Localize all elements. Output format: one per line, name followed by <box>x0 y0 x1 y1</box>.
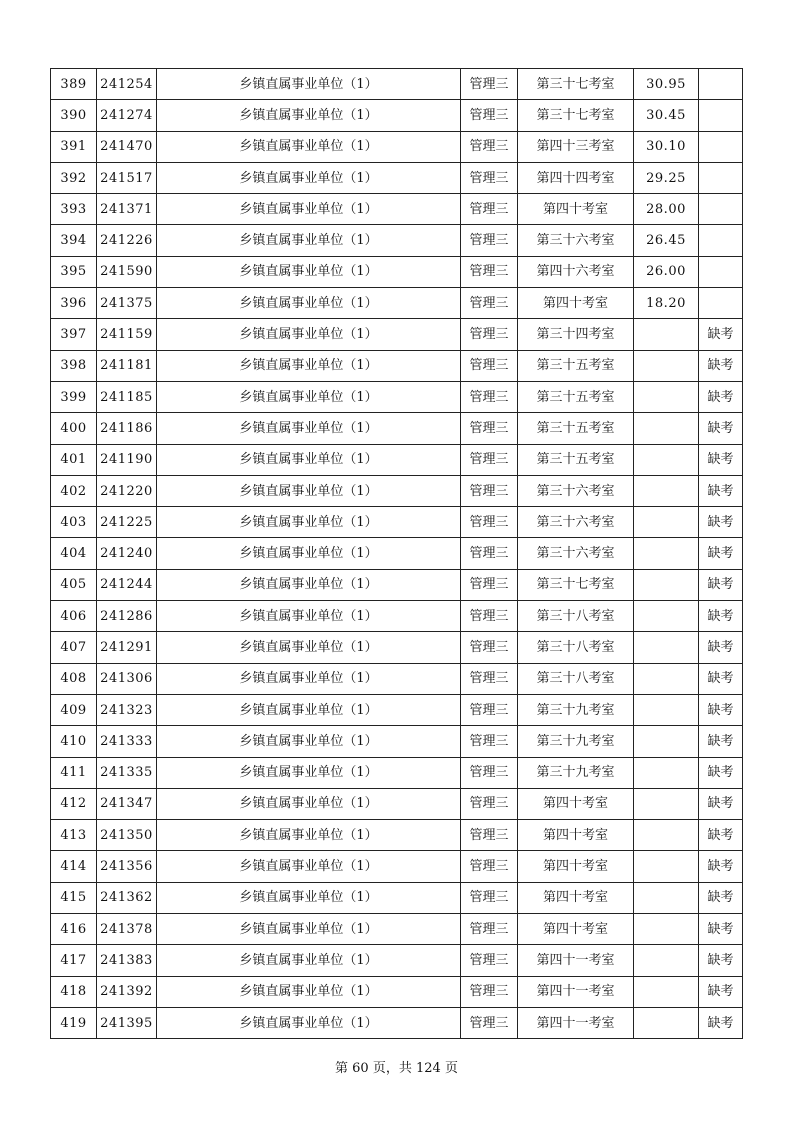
seq-cell: 394 <box>51 225 97 256</box>
seq-cell: 396 <box>51 288 97 319</box>
position-cell: 管理三 <box>461 475 518 506</box>
score-cell <box>634 945 699 976</box>
position-cell: 管理三 <box>461 1007 518 1038</box>
exam-room-cell: 第三十四考室 <box>518 319 634 350</box>
candidate-id-cell: 241240 <box>97 538 157 569</box>
table-row <box>51 100 743 131</box>
table-row <box>51 569 743 600</box>
position-cell: 管理三 <box>461 726 518 757</box>
position-cell: 管理三 <box>461 131 518 162</box>
table-row <box>51 976 743 1007</box>
remark-cell: 缺考 <box>699 976 743 1007</box>
table-row <box>51 726 743 757</box>
unit-cell: 乡镇直属事业单位（1） <box>157 100 461 131</box>
footer-suffix: 页 <box>444 1061 458 1076</box>
remark-cell: 缺考 <box>699 413 743 444</box>
exam-room-cell: 第四十考室 <box>518 882 634 913</box>
remark-cell <box>699 225 743 256</box>
score-cell <box>634 381 699 412</box>
candidate-id-cell: 241244 <box>97 569 157 600</box>
exam-room-cell: 第三十六考室 <box>518 225 634 256</box>
score-cell: 30.95 <box>634 69 699 100</box>
score-cell <box>634 601 699 632</box>
table-row <box>51 788 743 819</box>
exam-room-cell: 第四十考室 <box>518 851 634 882</box>
candidate-id-cell: 241590 <box>97 256 157 287</box>
seq-cell: 418 <box>51 976 97 1007</box>
seq-cell: 397 <box>51 319 97 350</box>
position-cell: 管理三 <box>461 69 518 100</box>
remark-cell: 缺考 <box>699 444 743 475</box>
score-cell <box>634 882 699 913</box>
candidate-id-cell: 241470 <box>97 131 157 162</box>
seq-cell: 398 <box>51 350 97 381</box>
remark-cell: 缺考 <box>699 350 743 381</box>
remark-cell <box>699 162 743 193</box>
position-cell: 管理三 <box>461 569 518 600</box>
unit-cell: 乡镇直属事业单位（1） <box>157 507 461 538</box>
candidate-id-cell: 241378 <box>97 914 157 945</box>
exam-room-cell: 第四十一考室 <box>518 976 634 1007</box>
score-cell <box>634 444 699 475</box>
unit-cell: 乡镇直属事业单位（1） <box>157 757 461 788</box>
table-row <box>51 69 743 100</box>
seq-cell: 401 <box>51 444 97 475</box>
candidate-id-cell: 241392 <box>97 976 157 1007</box>
table-row <box>51 945 743 976</box>
candidate-id-cell: 241395 <box>97 1007 157 1038</box>
exam-room-cell: 第三十八考室 <box>518 663 634 694</box>
seq-cell: 414 <box>51 851 97 882</box>
position-cell: 管理三 <box>461 851 518 882</box>
remark-cell: 缺考 <box>699 632 743 663</box>
exam-room-cell: 第四十六考室 <box>518 256 634 287</box>
table-row <box>51 350 743 381</box>
unit-cell: 乡镇直属事业单位（1） <box>157 288 461 319</box>
exam-room-cell: 第四十考室 <box>518 914 634 945</box>
seq-cell: 405 <box>51 569 97 600</box>
exam-room-cell: 第三十六考室 <box>518 507 634 538</box>
candidate-id-cell: 241356 <box>97 851 157 882</box>
unit-cell: 乡镇直属事业单位（1） <box>157 194 461 225</box>
seq-cell: 408 <box>51 663 97 694</box>
exam-room-cell: 第三十七考室 <box>518 569 634 600</box>
table-row <box>51 663 743 694</box>
table-row <box>51 882 743 913</box>
remark-cell: 缺考 <box>699 945 743 976</box>
candidate-id-cell: 241190 <box>97 444 157 475</box>
remark-cell: 缺考 <box>699 757 743 788</box>
remark-cell <box>699 288 743 319</box>
exam-room-cell: 第三十八考室 <box>518 601 634 632</box>
exam-room-cell: 第三十六考室 <box>518 538 634 569</box>
position-cell: 管理三 <box>461 820 518 851</box>
unit-cell: 乡镇直属事业单位（1） <box>157 350 461 381</box>
table-row <box>51 757 743 788</box>
remark-cell: 缺考 <box>699 569 743 600</box>
seq-cell: 415 <box>51 882 97 913</box>
remark-cell: 缺考 <box>699 381 743 412</box>
seq-cell: 407 <box>51 632 97 663</box>
seq-cell: 410 <box>51 726 97 757</box>
table-row <box>51 319 743 350</box>
unit-cell: 乡镇直属事业单位（1） <box>157 162 461 193</box>
seq-cell: 406 <box>51 601 97 632</box>
exam-room-cell: 第三十八考室 <box>518 632 634 663</box>
seq-cell: 411 <box>51 757 97 788</box>
unit-cell: 乡镇直属事业单位（1） <box>157 632 461 663</box>
remark-cell: 缺考 <box>699 788 743 819</box>
score-cell <box>634 726 699 757</box>
exam-room-cell: 第四十一考室 <box>518 1007 634 1038</box>
exam-room-cell: 第四十考室 <box>518 788 634 819</box>
candidate-id-cell: 241286 <box>97 601 157 632</box>
score-cell: 26.45 <box>634 225 699 256</box>
score-cell <box>634 820 699 851</box>
position-cell: 管理三 <box>461 507 518 538</box>
remark-cell <box>699 100 743 131</box>
position-cell: 管理三 <box>461 663 518 694</box>
score-cell <box>634 319 699 350</box>
exam-room-cell: 第四十三考室 <box>518 131 634 162</box>
remark-cell: 缺考 <box>699 882 743 913</box>
position-cell: 管理三 <box>461 162 518 193</box>
remark-cell <box>699 131 743 162</box>
exam-room-cell: 第三十五考室 <box>518 444 634 475</box>
candidate-id-cell: 241274 <box>97 100 157 131</box>
position-cell: 管理三 <box>461 381 518 412</box>
exam-room-cell: 第四十一考室 <box>518 945 634 976</box>
seq-cell: 392 <box>51 162 97 193</box>
table-row <box>51 475 743 506</box>
seq-cell: 399 <box>51 381 97 412</box>
candidate-id-cell: 241159 <box>97 319 157 350</box>
exam-room-cell: 第四十考室 <box>518 820 634 851</box>
score-cell <box>634 475 699 506</box>
unit-cell: 乡镇直属事业单位（1） <box>157 976 461 1007</box>
remark-cell: 缺考 <box>699 1007 743 1038</box>
seq-cell: 417 <box>51 945 97 976</box>
position-cell: 管理三 <box>461 788 518 819</box>
unit-cell: 乡镇直属事业单位（1） <box>157 820 461 851</box>
candidate-id-cell: 241226 <box>97 225 157 256</box>
remark-cell <box>699 194 743 225</box>
table-row <box>51 694 743 725</box>
table-row <box>51 1007 743 1038</box>
exam-room-cell: 第三十七考室 <box>518 69 634 100</box>
candidate-id-cell: 241306 <box>97 663 157 694</box>
position-cell: 管理三 <box>461 538 518 569</box>
candidate-id-cell: 241347 <box>97 788 157 819</box>
unit-cell: 乡镇直属事业单位（1） <box>157 601 461 632</box>
candidate-id-cell: 241220 <box>97 475 157 506</box>
score-cell: 26.00 <box>634 256 699 287</box>
score-cell <box>634 694 699 725</box>
exam-room-cell: 第三十九考室 <box>518 694 634 725</box>
score-cell <box>634 350 699 381</box>
candidate-id-cell: 241383 <box>97 945 157 976</box>
remark-cell: 缺考 <box>699 726 743 757</box>
table-row <box>51 256 743 287</box>
page-footer <box>0 1057 793 1076</box>
remark-cell: 缺考 <box>699 820 743 851</box>
candidate-id-cell: 241362 <box>97 882 157 913</box>
table-row <box>51 381 743 412</box>
remark-cell: 缺考 <box>699 538 743 569</box>
score-cell <box>634 851 699 882</box>
exam-room-cell: 第四十考室 <box>518 288 634 319</box>
table-row <box>51 194 743 225</box>
candidate-id-cell: 241333 <box>97 726 157 757</box>
unit-cell: 乡镇直属事业单位（1） <box>157 851 461 882</box>
score-cell <box>634 757 699 788</box>
unit-cell: 乡镇直属事业单位（1） <box>157 475 461 506</box>
unit-cell: 乡镇直属事业单位（1） <box>157 726 461 757</box>
table-row <box>51 131 743 162</box>
candidate-id-cell: 241181 <box>97 350 157 381</box>
table-row <box>51 444 743 475</box>
position-cell: 管理三 <box>461 757 518 788</box>
score-cell: 30.45 <box>634 100 699 131</box>
unit-cell: 乡镇直属事业单位（1） <box>157 131 461 162</box>
position-cell: 管理三 <box>461 288 518 319</box>
seq-cell: 413 <box>51 820 97 851</box>
results-table-body <box>51 69 743 1039</box>
position-cell: 管理三 <box>461 632 518 663</box>
exam-room-cell: 第三十七考室 <box>518 100 634 131</box>
score-cell <box>634 507 699 538</box>
exam-room-cell: 第三十五考室 <box>518 413 634 444</box>
score-cell: 30.10 <box>634 131 699 162</box>
seq-cell: 390 <box>51 100 97 131</box>
unit-cell: 乡镇直属事业单位（1） <box>157 225 461 256</box>
score-cell: 18.20 <box>634 288 699 319</box>
position-cell: 管理三 <box>461 350 518 381</box>
seq-cell: 393 <box>51 194 97 225</box>
table-row <box>51 413 743 444</box>
position-cell: 管理三 <box>461 319 518 350</box>
remark-cell <box>699 256 743 287</box>
candidate-id-cell: 241225 <box>97 507 157 538</box>
remark-cell: 缺考 <box>699 319 743 350</box>
unit-cell: 乡镇直属事业单位（1） <box>157 788 461 819</box>
unit-cell: 乡镇直属事业单位（1） <box>157 256 461 287</box>
footer-middle: 页，共 <box>372 1061 412 1076</box>
seq-cell: 391 <box>51 131 97 162</box>
exam-room-cell: 第三十九考室 <box>518 757 634 788</box>
exam-room-cell: 第四十考室 <box>518 194 634 225</box>
position-cell: 管理三 <box>461 914 518 945</box>
unit-cell: 乡镇直属事业单位（1） <box>157 663 461 694</box>
seq-cell: 400 <box>51 413 97 444</box>
unit-cell: 乡镇直属事业单位（1） <box>157 538 461 569</box>
position-cell: 管理三 <box>461 100 518 131</box>
exam-room-cell: 第四十四考室 <box>518 162 634 193</box>
remark-cell <box>699 69 743 100</box>
remark-cell: 缺考 <box>699 851 743 882</box>
score-cell <box>634 413 699 444</box>
candidate-id-cell: 241371 <box>97 194 157 225</box>
score-cell <box>634 914 699 945</box>
seq-cell: 395 <box>51 256 97 287</box>
position-cell: 管理三 <box>461 444 518 475</box>
unit-cell: 乡镇直属事业单位（1） <box>157 1007 461 1038</box>
footer-current-page: 60 <box>352 1061 369 1076</box>
score-cell <box>634 1007 699 1038</box>
candidate-id-cell: 241186 <box>97 413 157 444</box>
table-row <box>51 288 743 319</box>
unit-cell: 乡镇直属事业单位（1） <box>157 319 461 350</box>
seq-cell: 416 <box>51 914 97 945</box>
exam-room-cell: 第三十五考室 <box>518 381 634 412</box>
table-row <box>51 914 743 945</box>
unit-cell: 乡镇直属事业单位（1） <box>157 444 461 475</box>
unit-cell: 乡镇直属事业单位（1） <box>157 914 461 945</box>
remark-cell: 缺考 <box>699 694 743 725</box>
position-cell: 管理三 <box>461 256 518 287</box>
exam-room-cell: 第三十九考室 <box>518 726 634 757</box>
footer-total-pages: 124 <box>416 1061 441 1076</box>
position-cell: 管理三 <box>461 945 518 976</box>
table-row <box>51 601 743 632</box>
seq-cell: 419 <box>51 1007 97 1038</box>
position-cell: 管理三 <box>461 976 518 1007</box>
score-cell <box>634 632 699 663</box>
position-cell: 管理三 <box>461 225 518 256</box>
table-row <box>51 225 743 256</box>
unit-cell: 乡镇直属事业单位（1） <box>157 381 461 412</box>
score-cell <box>634 976 699 1007</box>
remark-cell: 缺考 <box>699 663 743 694</box>
unit-cell: 乡镇直属事业单位（1） <box>157 569 461 600</box>
position-cell: 管理三 <box>461 601 518 632</box>
candidate-id-cell: 241291 <box>97 632 157 663</box>
table-row <box>51 507 743 538</box>
table-row <box>51 851 743 882</box>
footer-prefix: 第 <box>335 1061 349 1076</box>
seq-cell: 409 <box>51 694 97 725</box>
table-row <box>51 162 743 193</box>
seq-cell: 412 <box>51 788 97 819</box>
candidate-id-cell: 241323 <box>97 694 157 725</box>
score-cell: 29.25 <box>634 162 699 193</box>
score-cell <box>634 788 699 819</box>
table-row <box>51 538 743 569</box>
remark-cell: 缺考 <box>699 914 743 945</box>
results-table <box>50 68 743 1039</box>
candidate-id-cell: 241517 <box>97 162 157 193</box>
unit-cell: 乡镇直属事业单位（1） <box>157 413 461 444</box>
score-cell: 28.00 <box>634 194 699 225</box>
score-cell <box>634 569 699 600</box>
seq-cell: 404 <box>51 538 97 569</box>
candidate-id-cell: 241350 <box>97 820 157 851</box>
table-row <box>51 632 743 663</box>
candidate-id-cell: 241185 <box>97 381 157 412</box>
unit-cell: 乡镇直属事业单位（1） <box>157 694 461 725</box>
unit-cell: 乡镇直属事业单位（1） <box>157 69 461 100</box>
remark-cell: 缺考 <box>699 601 743 632</box>
score-cell <box>634 663 699 694</box>
candidate-id-cell: 241335 <box>97 757 157 788</box>
candidate-id-cell: 241375 <box>97 288 157 319</box>
position-cell: 管理三 <box>461 194 518 225</box>
exam-room-cell: 第三十六考室 <box>518 475 634 506</box>
unit-cell: 乡镇直属事业单位（1） <box>157 882 461 913</box>
position-cell: 管理三 <box>461 694 518 725</box>
seq-cell: 389 <box>51 69 97 100</box>
position-cell: 管理三 <box>461 882 518 913</box>
table-row <box>51 820 743 851</box>
unit-cell: 乡镇直属事业单位（1） <box>157 945 461 976</box>
score-cell <box>634 538 699 569</box>
exam-room-cell: 第三十五考室 <box>518 350 634 381</box>
seq-cell: 403 <box>51 507 97 538</box>
candidate-id-cell: 241254 <box>97 69 157 100</box>
remark-cell: 缺考 <box>699 507 743 538</box>
remark-cell: 缺考 <box>699 475 743 506</box>
seq-cell: 402 <box>51 475 97 506</box>
position-cell: 管理三 <box>461 413 518 444</box>
